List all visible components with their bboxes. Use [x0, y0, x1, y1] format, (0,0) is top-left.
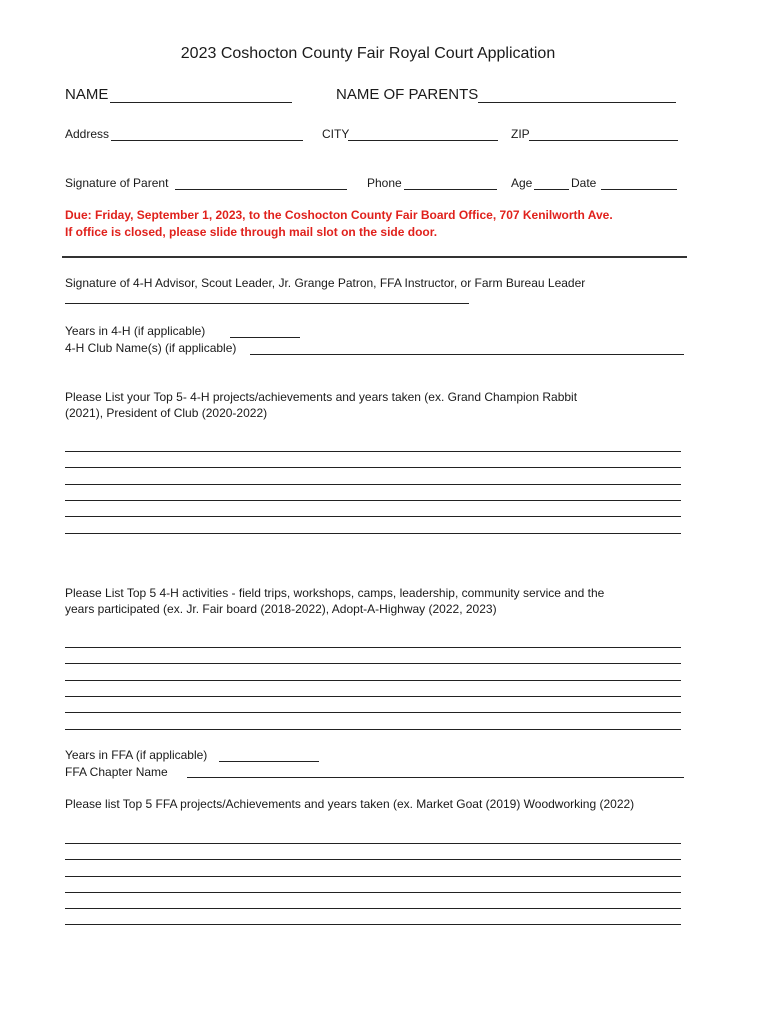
activities-4h-prompt-line1: Please List Top 5 4-H activities - field trips, workshops, camps, leadership, community service and the — [65, 586, 605, 600]
activities-4h-line[interactable] — [65, 729, 681, 730]
age-field[interactable] — [534, 189, 569, 190]
ffa-projects-line[interactable] — [65, 908, 681, 909]
ffa-projects-line[interactable] — [65, 892, 681, 893]
date-label: Date — [571, 176, 597, 190]
phone-field[interactable] — [404, 189, 497, 190]
advisor-signature-label: Signature of 4-H Advisor, Scout Leader, Jr. Grange Patron, FFA Instructor, or Farm Bureau Leader — [65, 276, 586, 290]
section-divider — [62, 256, 687, 258]
due-notice-line2: If office is closed, please slide through mail slot on the side door. — [65, 225, 438, 239]
ffa-projects-prompt: Please list Top 5 FFA projects/Achievements and years taken (ex. Market Goat (2019) Woodworking (2022) — [65, 797, 635, 811]
name-field[interactable] — [110, 102, 292, 103]
city-field[interactable] — [348, 140, 498, 141]
zip-label: ZIP — [511, 127, 530, 141]
parents-label: NAME OF PARENTS — [336, 86, 479, 103]
projects-4h-prompt-line1: Please List your Top 5- 4-H projects/achievements and years taken (ex. Grand Champion Rabbit — [65, 390, 578, 404]
advisor-signature-field[interactable] — [65, 303, 469, 304]
zip-field[interactable] — [529, 140, 678, 141]
projects-4h-prompt-line2: (2021), President of Club (2020-2022) — [65, 406, 268, 420]
activities-4h-line[interactable] — [65, 647, 681, 648]
years-ffa-field[interactable] — [219, 761, 319, 762]
form-title: 2023 Coshocton County Fair Royal Court Application — [180, 45, 556, 62]
activities-4h-line[interactable] — [65, 663, 681, 664]
years-ffa-label: Years in FFA (if applicable) — [65, 748, 208, 762]
club-names-field[interactable] — [250, 354, 684, 355]
date-field[interactable] — [601, 189, 677, 190]
address-label: Address — [65, 127, 110, 141]
city-label: CITY — [322, 127, 350, 141]
parent-signature-field[interactable] — [175, 189, 347, 190]
activities-4h-line[interactable] — [65, 680, 681, 681]
projects-4h-line[interactable] — [65, 484, 681, 485]
projects-4h-line[interactable] — [65, 500, 681, 501]
ffa-chapter-label: FFA Chapter Name — [65, 765, 168, 779]
parents-field[interactable] — [478, 102, 676, 103]
age-label: Age — [511, 176, 533, 190]
ffa-chapter-field[interactable] — [187, 777, 684, 778]
activities-4h-line[interactable] — [65, 712, 681, 713]
phone-label: Phone — [367, 176, 402, 190]
years-4h-label: Years in 4-H (if applicable) — [65, 324, 206, 338]
club-names-label: 4-H Club Name(s) (if applicable) — [65, 341, 237, 355]
ffa-projects-line[interactable] — [65, 876, 681, 877]
activities-4h-prompt-line2: years participated (ex. Jr. Fair board (2018-2022), Adopt-A-Highway (2022, 2023) — [65, 602, 497, 616]
ffa-projects-line[interactable] — [65, 859, 681, 860]
projects-4h-line[interactable] — [65, 533, 681, 534]
ffa-projects-line[interactable] — [65, 924, 681, 925]
projects-4h-line[interactable] — [65, 467, 681, 468]
activities-4h-line[interactable] — [65, 696, 681, 697]
address-field[interactable] — [111, 140, 303, 141]
projects-4h-line[interactable] — [65, 451, 681, 452]
projects-4h-line[interactable] — [65, 516, 681, 517]
ffa-projects-line[interactable] — [65, 843, 681, 844]
years-4h-field[interactable] — [230, 337, 300, 338]
name-label: NAME — [65, 86, 109, 103]
parent-signature-label: Signature of Parent — [65, 176, 169, 190]
due-notice-line1: Due: Friday, September 1, 2023, to the Coshocton County Fair Board Office, 707 Kenilworth Ave. — [65, 208, 613, 222]
